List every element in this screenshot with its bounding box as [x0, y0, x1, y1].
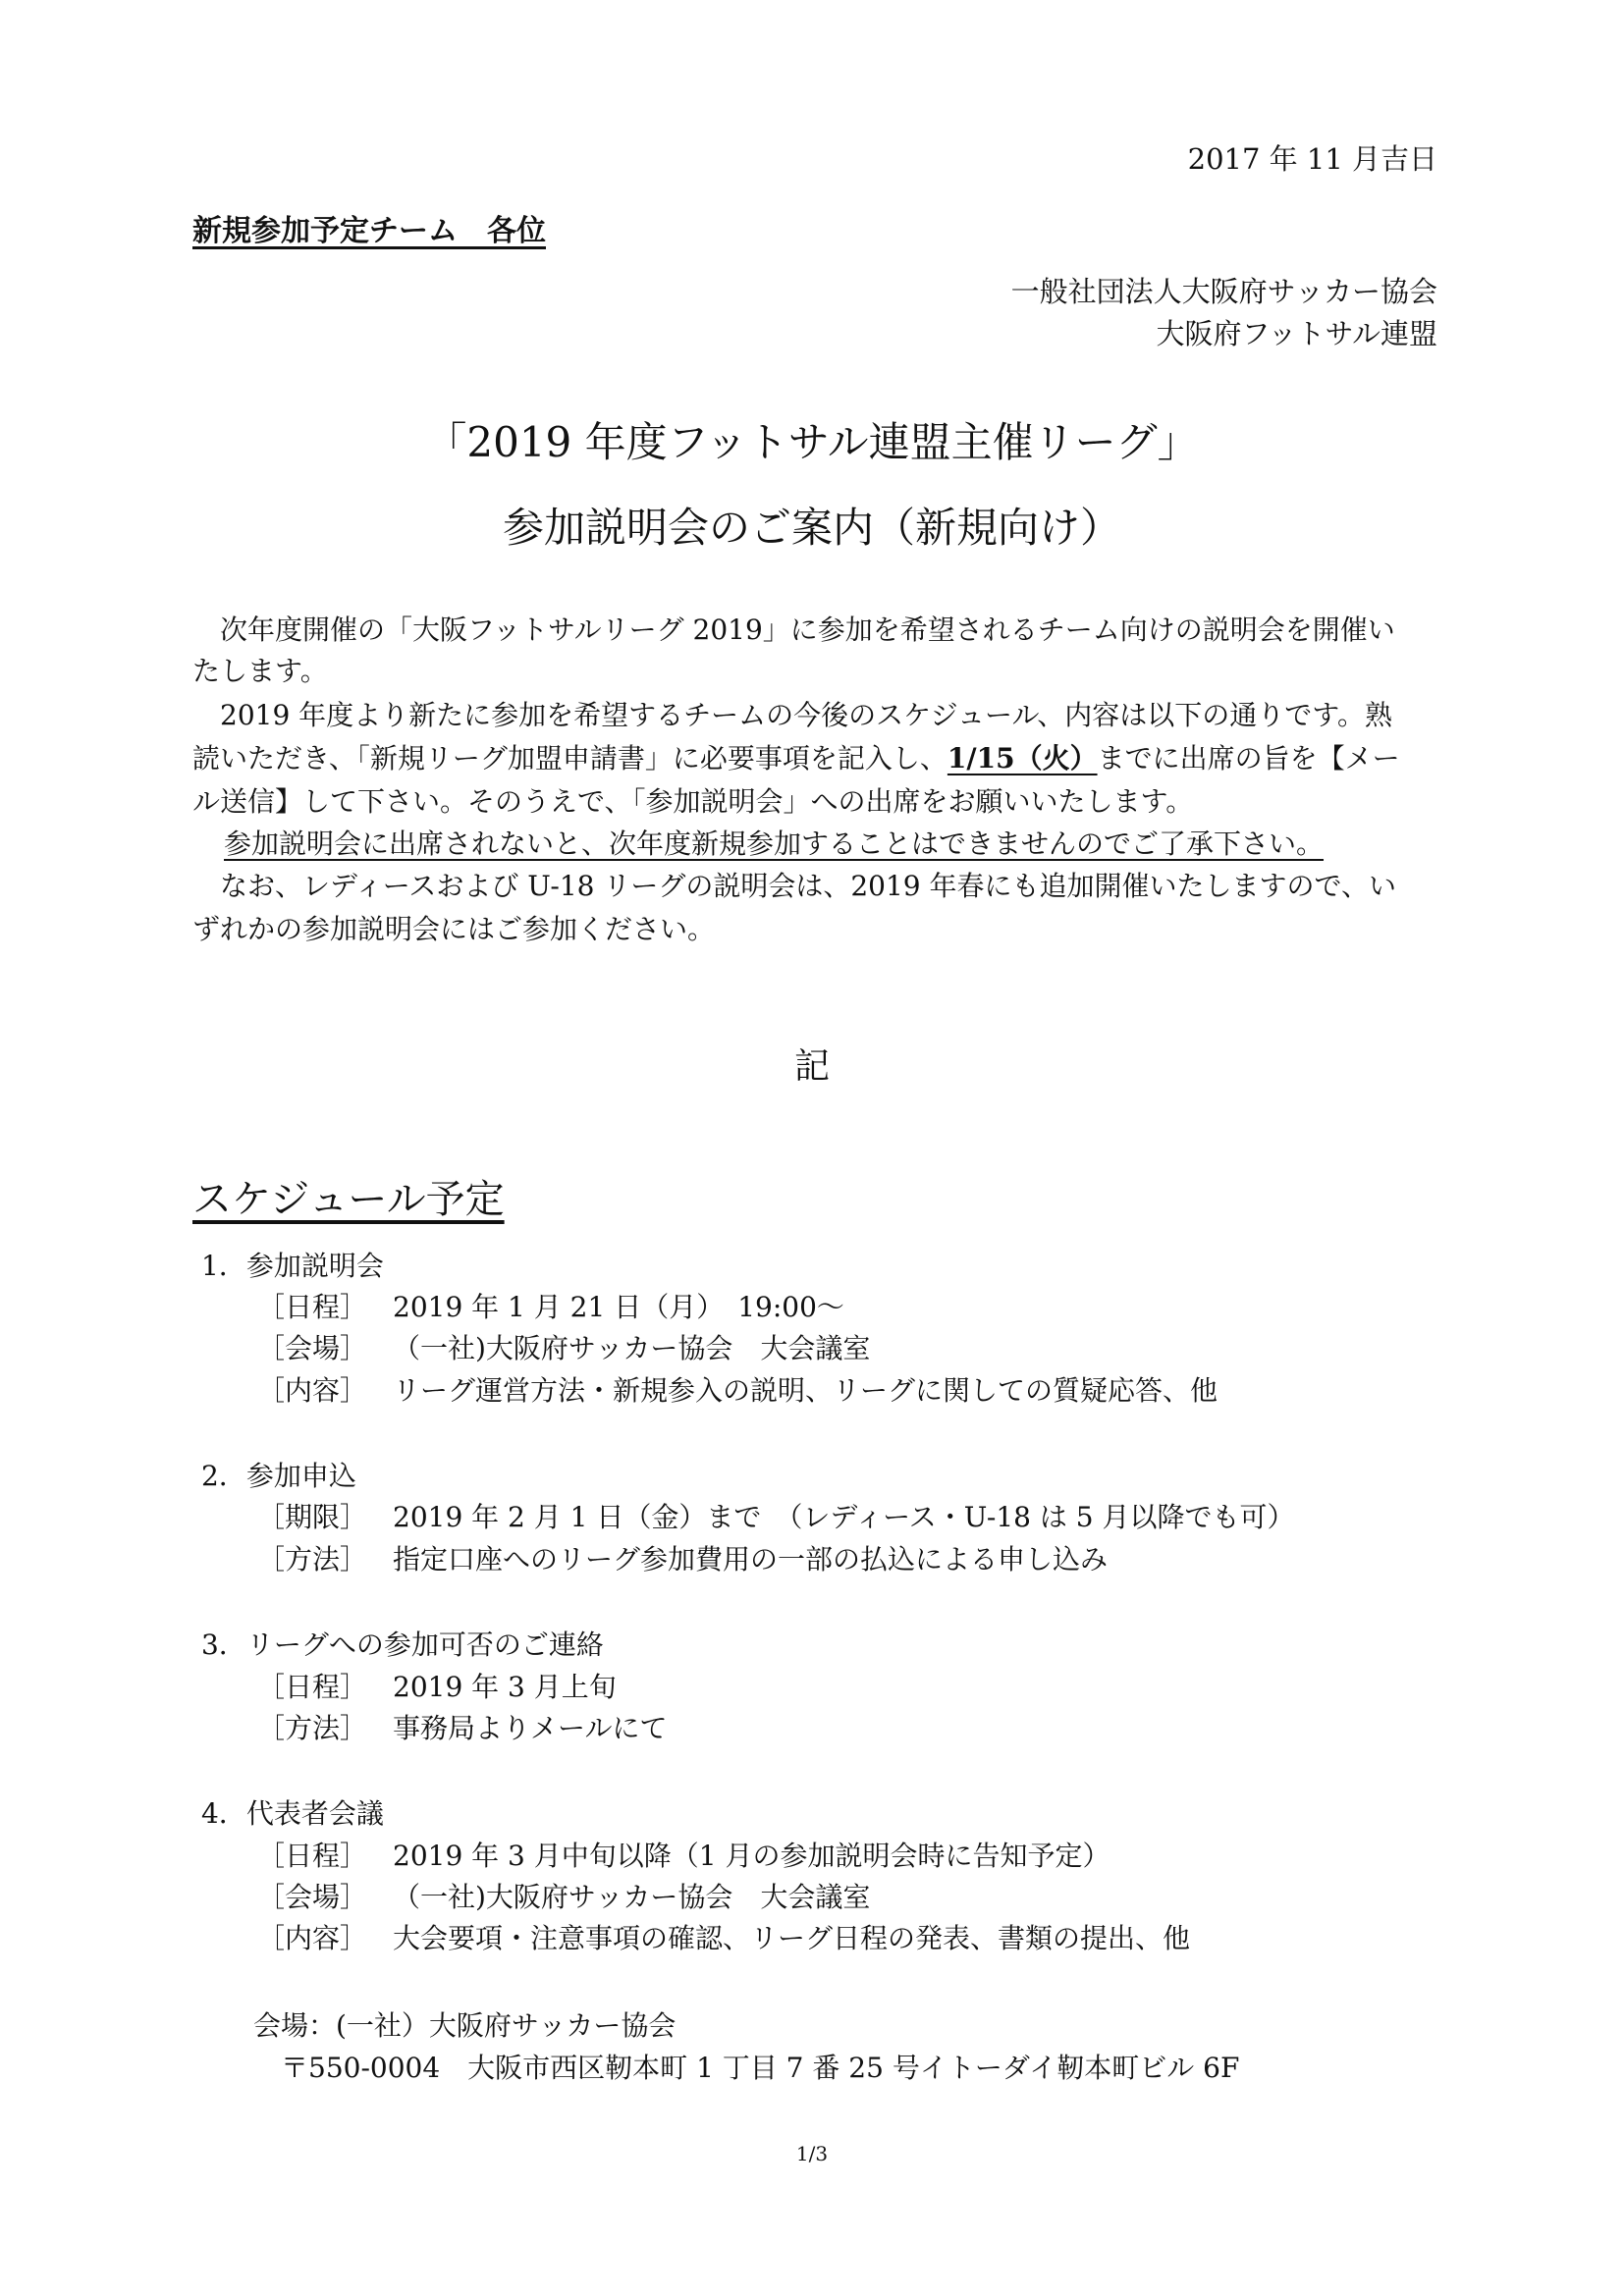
- section-3-row-2-value: 事務局よりメールにて: [393, 1712, 668, 1744]
- body-line-5: ル送信】して下さい。そのうえで、「参加説明会」への出席をお願いいたします。: [192, 785, 1194, 818]
- sender-federation: 大阪府フットサル連盟: [1156, 317, 1437, 350]
- section-1-row-2-value: （一社)大阪府サッカー協会 大会議室: [393, 1332, 871, 1364]
- section-4-row-1-value: 2019 年 3 月中旬以降（1 月の参加説明会時に告知予定）: [393, 1840, 1110, 1872]
- body-line-3: 2019 年度より新たに参加を希望するチームの今後のスケジュール、内容は以下の通りです。熟: [192, 699, 1393, 731]
- section-2-title: 2．参加申込: [201, 1460, 356, 1492]
- schedule-heading: スケジュール予定: [192, 1177, 505, 1222]
- sender-organization: 一般社団法人大阪府サッカー協会: [1010, 275, 1437, 308]
- body-line-4: [192, 737, 1400, 776]
- section-4-row-3-value: 大会要項・注意事項の確認、リーグ日程の発表、書類の提出、他: [393, 1922, 1191, 1954]
- document-date: 2017 年 11 月吉日: [1187, 142, 1437, 176]
- venue-address: 〒550-0004 大阪市西区靭本町 1 丁目 7 番 25 号イトーダイ靭本町ビル 6F: [253, 2052, 1240, 2084]
- section-1-row-3-label: ［内容］: [257, 1374, 368, 1407]
- body-line-4-part-3: までに出席の旨を【メー: [1097, 742, 1400, 774]
- section-2-row-2-value: 指定口座へのリーグ参加費用の一部の払込による申し込み: [393, 1543, 1109, 1575]
- body-line-7: なお、レディースおよび U-18 リーグの説明会は、2019 年春にも追加開催いたしますので、い: [192, 870, 1396, 902]
- section-3-row-2-label: ［方法］: [257, 1712, 368, 1744]
- deadline-highlight: 1/15（火）: [947, 742, 1098, 774]
- page-number: 1/3: [795, 2142, 829, 2165]
- section-3-title: 3．リーグへの参加可否のご連絡: [201, 1629, 604, 1661]
- body-line-1: 次年度開催の「大阪フットサルリーグ 2019」に参加を希望されるチーム向けの説明会を開催い: [192, 614, 1395, 646]
- section-4-row-2-value: （一社)大阪府サッカー協会 大会議室: [393, 1881, 871, 1913]
- section-1-title: 1．参加説明会: [201, 1250, 384, 1282]
- body-line-6-notice: 参加説明会に出席されないと、次年度新規参加することはできませんのでご了承下さい。: [224, 828, 1325, 860]
- document-subtitle: 参加説明会のご案内（新規向け）: [502, 504, 1121, 552]
- section-1-row-1-value: 2019 年 1 月 21 日（月） 19:00～: [393, 1291, 844, 1323]
- section-1-row-3-value: リーグ運営方法・新規参入の説明、リーグに関しての質疑応答、他: [393, 1374, 1218, 1407]
- section-2-row-1-value: 2019 年 2 月 1 日（金）まで （レディース・U-18 は 5 月以降でも可）: [393, 1501, 1295, 1533]
- section-4-row-1-label: ［日程］: [257, 1840, 368, 1872]
- section-3-row-1-value: 2019 年 3 月上旬: [393, 1671, 617, 1703]
- ki-heading: 記: [793, 1046, 830, 1087]
- body-line-2: たします。: [192, 655, 328, 687]
- recipient-line: 新規参加予定チーム 各位: [192, 214, 546, 248]
- body-line-8: ずれかの参加説明会にはご参加ください。: [192, 913, 716, 945]
- body-line-4-part-1: 読いただき、「新規リーグ加盟申請書」に必要事項を記入し、: [192, 742, 947, 774]
- section-2-row-1-label: ［期限］: [257, 1501, 368, 1533]
- document-title: 「2019 年度フットサル連盟主催リーグ」: [425, 418, 1199, 466]
- section-2-row-2-label: ［方法］: [257, 1543, 368, 1575]
- venue-name: 会場：(一社）大阪府サッカー協会: [253, 2009, 677, 2042]
- section-1-row-2-label: ［会場］: [257, 1332, 368, 1364]
- section-3-row-1-label: ［日程］: [257, 1671, 368, 1703]
- section-4-title: 4．代表者会議: [201, 1797, 384, 1830]
- section-4-row-3-label: ［内容］: [257, 1922, 368, 1954]
- section-4-row-2-label: ［会場］: [257, 1881, 368, 1913]
- section-1-row-1-label: ［日程］: [257, 1291, 368, 1323]
